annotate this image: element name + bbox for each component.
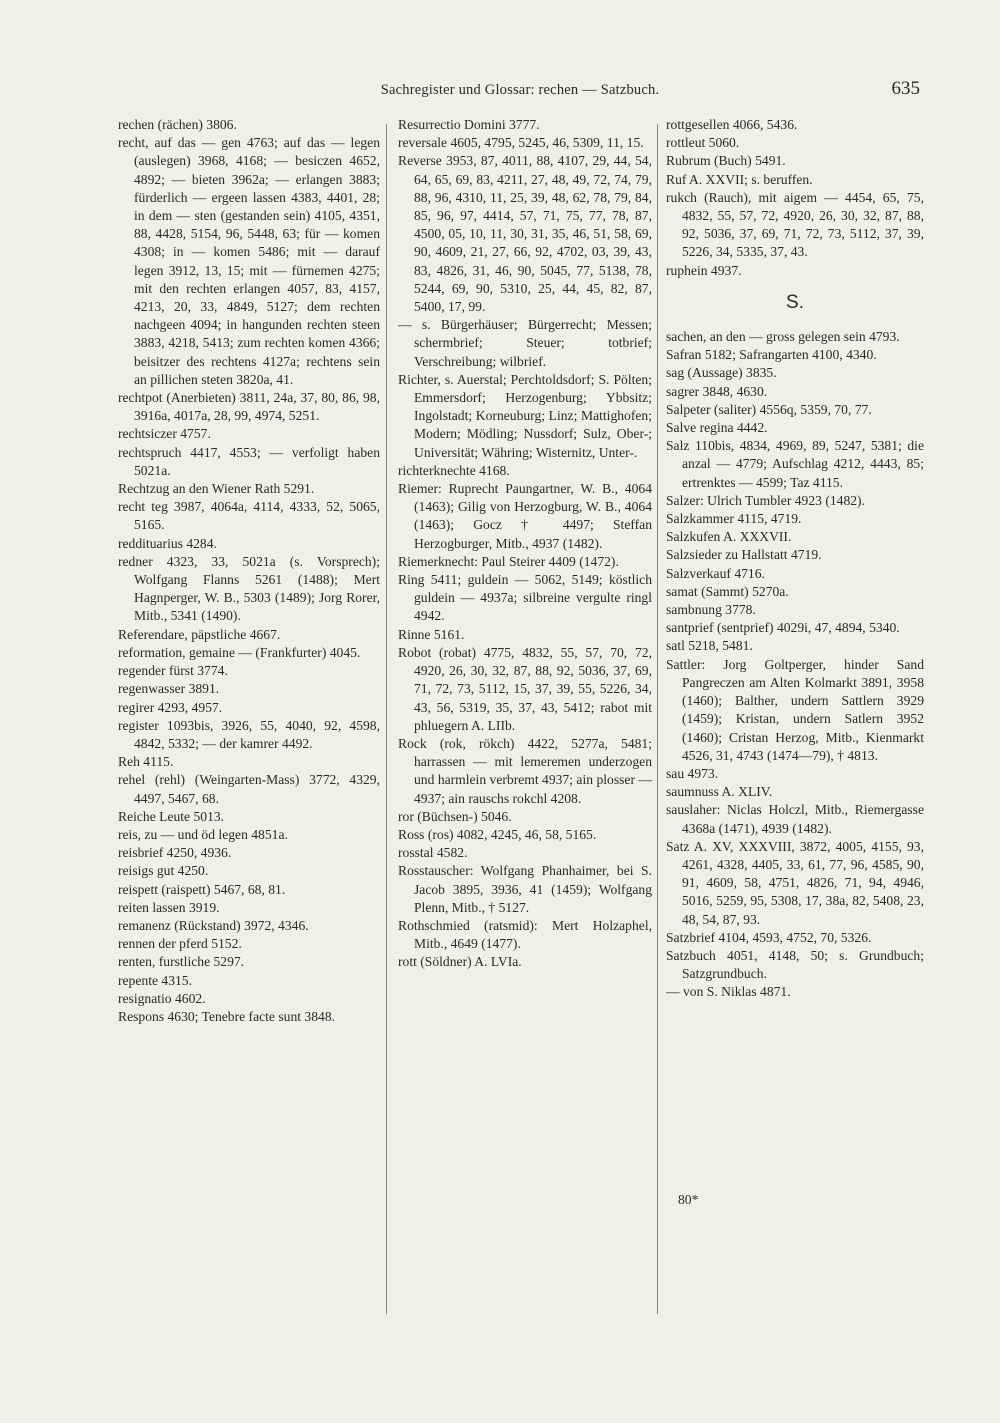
index-entry: redner 4323, 33, 5021a (s. Vorsprech); Wolfgang Flanns 5261 (1488); Mert Hagnperger, W. B., 5303 (1489); Jorg Rorer, Mitb., 5341 (1490).	[118, 553, 380, 624]
index-entry: rechtspruch 4417, 4553; — verfoligt haben 5021a.	[118, 444, 380, 478]
index-entry: reis, zu — und öd legen 4851a.	[118, 826, 288, 842]
index-entry: Salzkufen A. XXXVII.	[666, 529, 792, 545]
index-entry: reisbrief 4250, 4936.	[118, 845, 232, 861]
index-entry: rukch (Rauch), mit aigem — 4454, 65, 75, 4832, 55, 57, 72, 4920, 26, 30, 32, 87, 88, 92, 5036, 37, 69, 71, 72, 73, 5112, 37, 39, 5226, 34, 5335, 37, 43.	[666, 189, 924, 260]
index-entry: sauslaher: Niclas Holczl, Mitb., Riemergasse 4368a (1471), 4939 (1482).	[666, 802, 924, 836]
index-entry: repente 4315.	[118, 972, 192, 988]
index-entry: Salpeter (saliter) 4556q, 5359, 70, 77.	[666, 401, 872, 417]
index-entry: ror (Büchsen-) 5046.	[398, 808, 512, 824]
index-entry: Rechtzug an den Wiener Rath 5291.	[118, 481, 315, 497]
index-entry: rechtsiczer 4757.	[118, 426, 211, 442]
index-entry: Riemer: Ruprecht Paungartner, W. B., 4064 (1463); Gilig von Herzogburg, W. B., 4064 (1463); Gocz † 4497; Steffan Herzogburger, Mitb., 4937 (1482).	[398, 481, 652, 551]
index-entry: Rubrum (Buch) 5491.	[666, 153, 786, 169]
index-entry: Referendare, päpstliche 4667.	[118, 626, 281, 642]
index-entry: rehel (rehl) (Weingarten-Mass) 3772, 4329, 4497, 5467, 68.	[118, 772, 380, 806]
index-entry: Salzsieder zu Hallstatt 4719.	[666, 547, 822, 563]
index-entry: Salve regina 4442.	[666, 420, 768, 436]
index-entry: rechen (rächen) 3806.	[118, 117, 237, 132]
index-entry: rottleut 5060.	[666, 135, 740, 151]
index-entry: Respons 4630; Tenebre facte sunt 3848.	[118, 1008, 336, 1024]
index-entry: samat (Sammt) 5270a.	[666, 583, 789, 599]
index-entry: rosstal 4582.	[398, 845, 468, 861]
index-entry: Reverse 3953, 87, 4011, 88, 4107, 29, 44, 54, 64, 65, 69, 83, 4211, 27, 48, 49, 72, 74, 79, 88, 96, 4310, 11, 25, 39, 48, 62, 78, 79, 84, 85, 96, 97, 4414, 57, 71, 75, 77, 78, 87, 4500, 05, 10, 11, 30, 31, 35, 46, 51, 58, 69, 90, 4609, 21, 27, 66, 92, 4702, 03, 39, 43, 83, 4826, 31, 46, 90, 5045, 77, 5138, 78, 5244, 69, 90, 5310, 25, 44, 45, 82, 87, 5400, 17, 99.	[398, 153, 652, 315]
index-entry: Ross (ros) 4082, 4245, 46, 58, 5165.	[398, 826, 597, 842]
index-entry: Satzbrief 4104, 4593, 4752, 70, 5326.	[666, 929, 872, 945]
index-entry: Safran 5182; Safrangarten 4100, 4340.	[666, 347, 877, 363]
index-entry: Salzkammer 4115, 4719.	[666, 511, 802, 527]
index-entry: ruphein 4937.	[666, 262, 742, 278]
index-entry: Satzbuch 4051, 4148, 50; s. Grundbuch; Satzgrundbuch.	[666, 947, 924, 982]
index-entry: Richter, s. Auerstal; Perchtoldsdorf; S. Pölten; Emmersdorf; Herzogenburg; Ybbsitz; Ingolstadt; Korneuburg; Linz; Mattighofen; Modern; Mödling; Nussdorf; Sulz, Ober-; Universität; Währing; Wisternitz, Unter-.	[398, 371, 652, 460]
index-entry: resignatio 4602.	[118, 990, 206, 1006]
index-entry: Resurrectio Domini 3777.	[398, 117, 540, 132]
column-divider	[657, 124, 658, 1314]
index-entry: recht, auf das — gen 4763; auf das — legen (auslegen) 3968, 4168; — besiczen 4652, 4892; — bieten 3962a; — erlangen 3883; fürderlich — ergeen lassen 4383, 4401, 28; in dem — sten (gestanden sein) 4105, 4351, 88, 4428, 5154, 96, 5448, 63; für — komen 4308; in — komen 5486; mit — darauf legen 3912, 13, 15; mit — fürnemen 4275; mit den rechten erlangen 4057, 83, 4157, 4213, 20, 33, 4849, 5127; dem rechten nachgeen 4094; in hangunden rechten steen 3883, 4218, 5413; zum rechten komen 4366; beisitzer des rechtens 4127a; rechtens sein an pillichen steten 3820a, 41.	[118, 135, 380, 387]
index-entry: reformation, gemaine — (Frankfurter) 4045.	[118, 644, 361, 660]
index-entry: sau 4973.	[666, 765, 719, 781]
column-divider	[386, 124, 387, 1314]
index-entry: rottgesellen 4066, 5436.	[666, 117, 798, 132]
index-entry: Reiche Leute 5013.	[118, 808, 225, 824]
index-entry: remanenz (Rückstand) 3972, 4346.	[118, 917, 309, 933]
index-entry: — von S. Niklas 4871.	[666, 984, 791, 1000]
index-entry: reisigs gut 4250.	[118, 863, 209, 879]
index-entry: sachen, an den — gross gelegen sein 4793.	[666, 329, 900, 345]
index-entry: rott (Söldner) A. LVIa.	[398, 954, 522, 970]
running-header	[120, 78, 920, 104]
index-entry: Salzer: Ulrich Tumbler 4923 (1482).	[666, 492, 865, 508]
index-entry: Robot (robat) 4775, 4832, 55, 57, 70, 72, 4920, 26, 30, 32, 87, 88, 92, 5036, 37, 69, 71, 72, 73, 5112, 15, 37, 39, 55, 5226, 34, 43, 56, 5319, 35, 37, 43, 5412; rabot mit phluegern A. LIIb.	[398, 644, 652, 733]
signature-mark: 80*	[678, 1192, 699, 1207]
index-entry: rechtpot (Anerbieten) 3811, 24a, 37, 80, 86, 98, 3916a, 4017a, 28, 99, 4974, 5251.	[118, 390, 380, 424]
column-1	[118, 116, 380, 1026]
index-entry: satl 5218, 5481.	[666, 638, 753, 654]
index-entry: Ring 5411; guldein — 5062, 5149; köstlich guldein — 4937a; silbreine vergulte ringl 4942.	[398, 572, 652, 624]
index-entry: Rosstauscher: Wolfgang Phanhaimer, bei S. Jacob 3895, 3936, 41 (1459); Wolfgang Plenn, Mitb., † 5127.	[398, 863, 652, 915]
index-entry: Salzverkauf 4716.	[666, 565, 765, 581]
index-entry: Riemerknecht: Paul Steirer 4409 (1472).	[398, 553, 619, 569]
index-entry: sambnung 3778.	[666, 602, 756, 618]
page-number: 635	[891, 78, 920, 99]
index-entry: regenwasser 3891.	[118, 681, 220, 697]
index-columns	[118, 116, 923, 1346]
index-entry: regender fürst 3774.	[118, 663, 228, 679]
index-entry: regirer 4293, 4957.	[118, 699, 223, 715]
index-entry: sagrer 3848, 4630.	[666, 383, 768, 399]
index-entry: reversale 4605, 4795, 5245, 46, 5309, 11, 15.	[398, 135, 644, 151]
index-entry: — s. Bürgerhäuser; Bürgerrecht; Messen; schermbrief; Steuer; totbrief; Verschreibung; wilbrief.	[398, 317, 652, 369]
index-entry: Rock (rok, rökch) 4422, 5277a, 5481; harrassen — mit lemeremen underzogen und harmlein verbremt 4937; ain plosser — 4937; ain rauschs rokchl 4208.	[398, 735, 652, 806]
index-entry: Salz 110bis, 4834, 4969, 89, 5247, 5381; die anzal — 4779; Aufschlag 4212, 4443, 85; ertrenktes — 4599; Taz 4115.	[666, 438, 924, 490]
index-entry: Satz A. XV, XXXVIII, 3872, 4005, 4155, 93, 4261, 4328, 4405, 33, 61, 77, 96, 4585, 90, 91, 4609, 58, 4751, 4826, 71, 94, 4946, 5016, 5259, 95, 5308, 17, 38a, 82, 5408, 23, 48, 54, 87, 93.	[666, 838, 924, 927]
index-entry: recht teg 3987, 4064a, 4114, 4333, 52, 5065, 5165.	[118, 499, 380, 533]
index-entry: saumnuss A. XLIV.	[666, 784, 773, 800]
index-entry: sag (Aussage) 3835.	[666, 365, 777, 381]
index-entry: Sattler: Jorg Goltperger, hinder Sand Pangreczen am Alten Kolmarkt 3891, 3958 (1460); Balther, undern Sattlern 3929 (1459); Kristan, undern Satlern 3952 (1460); Cristan Herzog, Mitb., Kienmarkt 4526, 31, 4743 (1474—79), † 4813.	[666, 656, 924, 763]
header-title: Sachregister und Glossar: rechen — Satzbuch.	[380, 82, 660, 98]
index-entry: renten, furstliche 5297.	[118, 954, 245, 970]
index-entry: reiten lassen 3919.	[118, 899, 220, 915]
index-entry: rennen der pferd 5152.	[118, 936, 242, 952]
index-entry: richterknechte 4168.	[398, 462, 510, 478]
index-entry: Reh 4115.	[118, 754, 174, 770]
index-entry: register 1093bis, 3926, 55, 4040, 92, 4598, 4842, 5332; — der kamrer 4492.	[118, 717, 380, 751]
section-letter: S.	[786, 291, 804, 313]
index-entry: santprief (sentprief) 4029i, 47, 4894, 5340.	[666, 620, 900, 636]
index-entry: reispett (raispett) 5467, 68, 81.	[118, 881, 286, 897]
index-entry: Rinne 5161.	[398, 626, 465, 642]
index-entry: Ruf A. XXVII; s. beruffen.	[666, 171, 813, 187]
index-entry: reddituarius 4284.	[118, 535, 217, 551]
column-2	[398, 116, 652, 972]
column-3	[666, 116, 924, 1002]
index-entry: Rothschmied (ratsmid): Mert Holzaphel, Mitb., 4649 (1477).	[398, 917, 652, 952]
